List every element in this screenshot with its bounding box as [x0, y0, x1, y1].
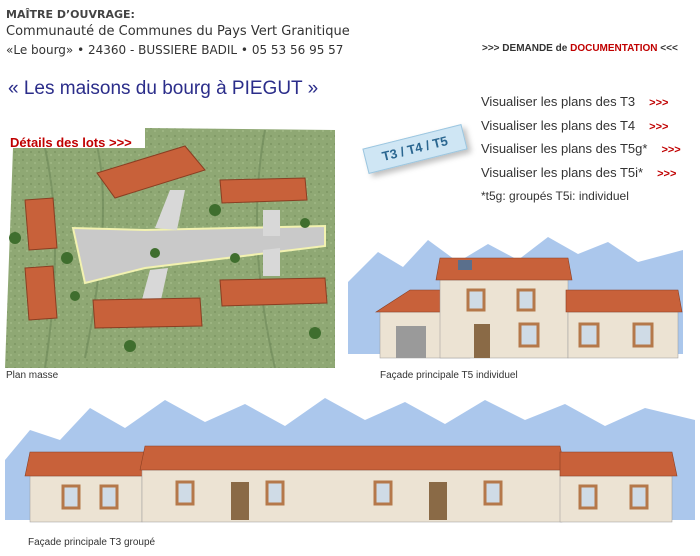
facade-t5-caption: Façade principale T5 individuel: [380, 370, 518, 381]
documentation-request-link[interactable]: [482, 43, 678, 54]
view-plans-t5g-label: Visualiser les plans des T5g*: [481, 141, 648, 156]
details-lots-link[interactable]: Détails des lots >>>: [10, 135, 132, 150]
view-plans-t5g-link[interactable]: [481, 141, 681, 156]
doc-link-prefix: >>> DEMANDE de: [482, 43, 571, 54]
plan-masse-image: [5, 118, 335, 368]
doc-link-highlight: DOCUMENTATION: [570, 43, 658, 54]
organization-name: Communauté de Communes du Pays Vert Granitique: [6, 24, 350, 39]
maitre-ouvrage-label: MAÎTRE D’OUVRAGE:: [6, 8, 135, 21]
facade-t5-image: [348, 232, 683, 362]
doc-link-suffix: <<<: [657, 43, 678, 54]
view-plans-t3-link[interactable]: [481, 94, 668, 109]
view-plans-t4-link[interactable]: [481, 118, 668, 133]
view-plans-t5i-arrow: >>>: [657, 168, 677, 180]
facade-t3-image: [5, 390, 695, 530]
view-plans-t5i-link[interactable]: [481, 165, 676, 180]
housing-types-badge: T3 / T4 / T5: [362, 124, 467, 174]
plan-masse-caption: Plan masse: [6, 370, 59, 381]
view-plans-t5i-label: Visualiser les plans des T5i*: [481, 165, 644, 180]
organization-address: «Le bourg» • 24360 - BUSSIERE BADIL • 05 53 56 95 57: [6, 43, 344, 57]
view-plans-t3-arrow: >>>: [649, 97, 669, 109]
view-plans-t4-label: Visualiser les plans des T4: [481, 118, 636, 133]
view-plans-t4-arrow: >>>: [649, 121, 669, 133]
facade-t3-caption: Façade principale T3 groupé: [28, 537, 156, 548]
view-plans-t3-label: Visualiser les plans des T3: [481, 94, 636, 109]
page-title: « Les maisons du bourg à PIEGUT »: [8, 78, 319, 99]
view-plans-t5g-arrow: >>>: [661, 144, 681, 156]
housing-types-note: *t5g: groupés T5i: individuel: [481, 189, 629, 203]
